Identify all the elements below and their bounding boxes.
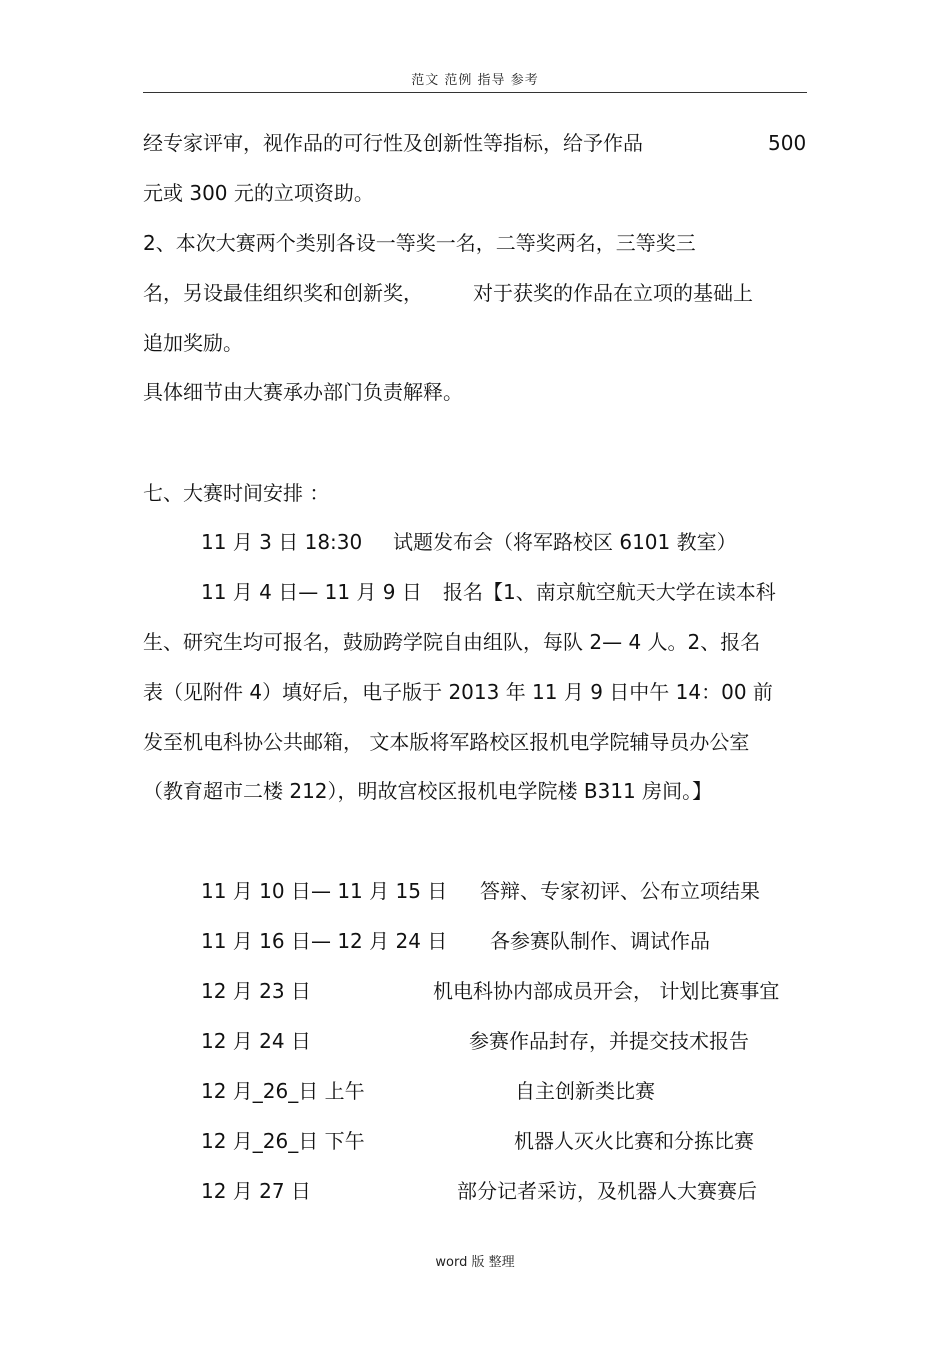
paragraph-1-line-1: 经专家评审，视作品的可行性及创新性等指标，给予作品	[143, 131, 643, 155]
schedule-row-2-line-5: （教育超市二楼 212），明故宫校区报机电学院楼 B311 房间。】	[143, 779, 713, 803]
section-heading: 七、大赛时间安排 ：	[143, 481, 330, 505]
schedule-item-1-date: 11 月 10 日— 11 月 15 日	[201, 879, 448, 903]
schedule-item-6-event: 机器人灭火比赛和分拣比赛	[514, 1129, 754, 1153]
schedule-row-2-event: 报名【1、南京航空航天大学在读本科	[443, 580, 776, 604]
page-header: 范文 范例 指导 参考	[411, 73, 539, 88]
page-footer: word 版 整理	[435, 1255, 515, 1270]
paragraph-2-line-2a: 名，另设最佳组织奖和创新奖，	[143, 281, 423, 305]
paragraph-3: 具体细节由大赛承办部门负责解释。	[143, 380, 463, 404]
header-divider	[143, 92, 807, 93]
paragraph-1-line-2: 元或 300 元的立项资助。	[143, 181, 374, 205]
schedule-item-4-date: 12 月 24 日	[201, 1029, 311, 1053]
schedule-item-2-event: 各参赛队制作、调试作品	[490, 929, 710, 953]
schedule-item-5-date: 12 月_26_日 上午	[201, 1079, 365, 1103]
schedule-item-2-date: 11 月 16 日— 12 月 24 日	[201, 929, 448, 953]
paragraph-1-amount: 500	[768, 131, 807, 155]
schedule-item-3-event: 机电科协内部成员开会， 计划比赛事宜	[433, 979, 780, 1003]
schedule-row-2-line-3: 表（见附件 4）填好后，电子版于 2013 年 11 月 9 日中午 14：00 前	[143, 680, 773, 704]
schedule-row-1-date: 11 月 3 日 18:30	[201, 530, 363, 554]
schedule-item-1-event: 答辩、专家初评、公布立项结果	[480, 879, 760, 903]
schedule-item-7-event: 部分记者采访，及机器人大赛赛后	[457, 1179, 757, 1203]
schedule-row-2-line-2: 生、研究生均可报名，鼓励跨学院自由组队，每队 2— 4 人。2、报名	[143, 630, 761, 654]
schedule-item-7-date: 12 月 27 日	[201, 1179, 311, 1203]
schedule-row-2-line-4: 发至机电科协公共邮箱， 文本版将军路校区报机电学院辅导员办公室	[143, 730, 750, 754]
schedule-item-6-date: 12 月_26_日 下午	[201, 1129, 365, 1153]
schedule-item-5-event: 自主创新类比赛	[515, 1079, 655, 1103]
paragraph-2-line-2b: 对于获奖的作品在立项的基础上	[473, 281, 753, 305]
schedule-item-3-date: 12 月 23 日	[201, 979, 311, 1003]
schedule-item-4-event: 参赛作品封存，并提交技术报告	[469, 1029, 749, 1053]
schedule-row-1-event: 试题发布会（将军路校区 6101 教室）	[393, 530, 737, 554]
schedule-row-2-date: 11 月 4 日— 11 月 9 日	[201, 580, 422, 604]
paragraph-2-line-3: 追加奖励。	[143, 331, 243, 355]
paragraph-2-line-1: 2、本次大赛两个类别各设一等奖一名，二等奖两名，三等奖三	[143, 231, 696, 255]
